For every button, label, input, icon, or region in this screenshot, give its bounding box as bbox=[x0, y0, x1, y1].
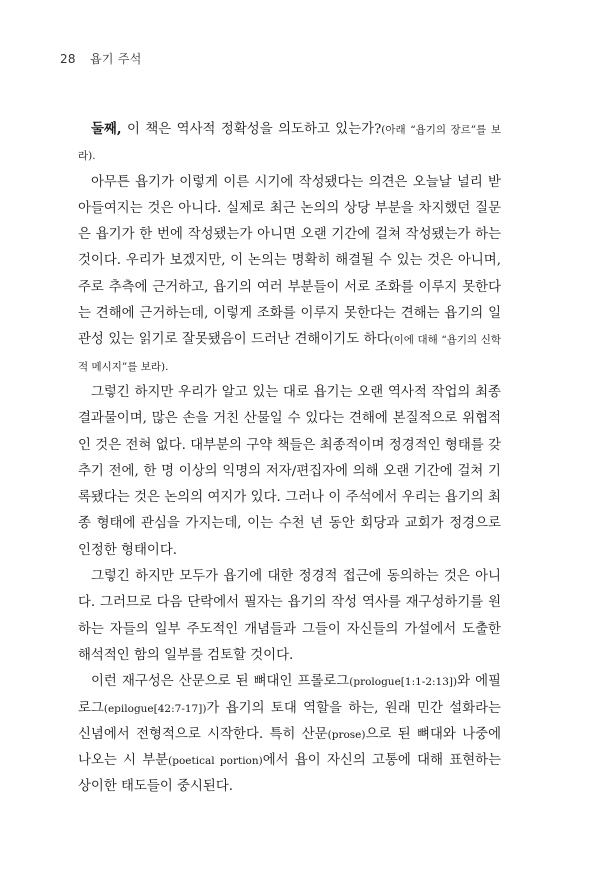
paragraph-text: 그렇긴 하지만 모두가 욥기에 대한 정경적 접근에 동의하는 것은 아니다. 그러므로 다음 단락에서 필자는 욥기의 작성 역사를 재구성하기를 원하는 자들의 일부 주도적인 개념들과 그들이 자신들의 가설에서 도출한 해석적인 함의 일부를 검토할 것이다. bbox=[78, 569, 501, 663]
english-gloss: (epilogue[42:7-17]) bbox=[103, 702, 207, 715]
paragraph-5 bbox=[78, 669, 501, 800]
paragraph-4 bbox=[78, 564, 501, 669]
page-number: 28 bbox=[60, 52, 76, 66]
running-header bbox=[60, 50, 142, 67]
paragraph-lead: 둘째, bbox=[91, 121, 122, 137]
paragraph-1 bbox=[78, 116, 501, 170]
paragraph-2 bbox=[78, 170, 501, 380]
cross-reference-note: (아래 “욥기의 장르”를 보라). bbox=[78, 124, 501, 163]
paragraph-text: 에서 욥이 자신의 고통에 대해 표현하는 상이한 태도들이 중시된다. bbox=[78, 753, 502, 795]
english-gloss: (poetical portion) bbox=[168, 755, 263, 768]
running-title: 욥기 주석 bbox=[90, 52, 142, 66]
paragraph-text: 아무튼 욥기가 이렇게 이른 시기에 작성됐다는 의견은 오늘날 널리 받아들여지는 것은 아니다. 실제로 최근 논의의 상당 부분을 차지했던 질문은 욥기가 한 번에 작성됐는가 아니면 오랜 기간에 걸쳐 작성됐는가 하는 것이다. 우리가 보겠지만, 이 논의는 명확히 해결될 수 있는 것은 아니며, 주로 추측에 근거하고, 욥기의 여러 부분들이 서로 조화를 이루지 못한다는 견해에 근거하는데, 이렇게 조화를 이루지 못한다는 견해는 욥기의 일관성 있는 읽기로 잘못됐음이 드러난 견해이기도 하다 bbox=[78, 174, 501, 348]
paragraph-3 bbox=[78, 380, 501, 564]
paragraph-text: 와 에필로그 bbox=[78, 674, 501, 716]
body-text bbox=[78, 116, 501, 801]
paragraph-text: 이런 재구성은 산문으로 된 뼈대인 프롤로그 bbox=[91, 674, 350, 690]
paragraph-text: 가 욥기의 토대 역할을 하는, 원래 민간 설화라는 신념에서 전형적으로 시작한다. 특히 산문 bbox=[78, 700, 501, 742]
cross-reference-note: (이에 대해 “욥기의 신학적 메시지”를 보라). bbox=[78, 334, 501, 373]
paragraph-text: 이 책은 역사적 정확성을 의도하고 있는가? bbox=[121, 122, 382, 137]
paragraph-text: 그렇긴 하지만 우리가 알고 있는 대로 욥기는 오랜 역사적 작업의 최종 결과물이며, 많은 손을 거친 산물일 수 있다는 견해에 본질적으로 위협적인 것은 전혀 없다. 대부분의 구약 책들은 최종적이며 정경적인 형태를 갖추기 전에, 한 명 이상의 익명의 저자/편집자에 의해 오랜 기간에 걸쳐 기록됐다는 것은 논의의 여지가 있다. 그러나 이 주석에서 우리는 욥기의 최종 형태에 관심을 가지는데, 이는 수천 년 동안 회당과 교회가 정경으로 인정한 형태이다. bbox=[78, 384, 501, 558]
paragraph-text: 으로 된 뼈대와 나중에 나오는 시 부분 bbox=[78, 726, 501, 769]
english-gloss: (prologue[1:1-2:13]) bbox=[349, 676, 458, 689]
english-gloss: (prose) bbox=[327, 728, 366, 741]
